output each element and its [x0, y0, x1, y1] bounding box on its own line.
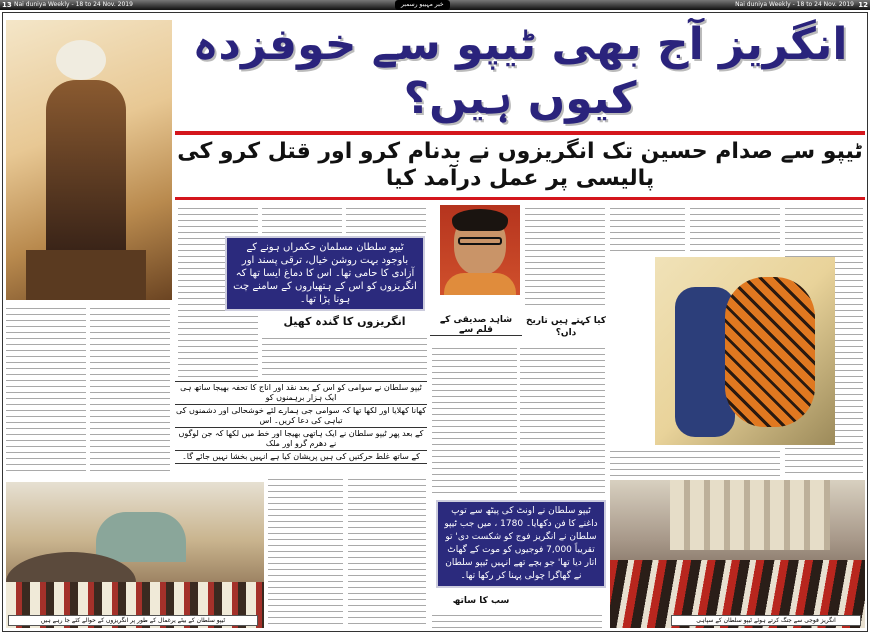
text-column	[610, 448, 780, 476]
battle-painting	[610, 480, 865, 628]
pull-quote: ٹیپو سلطان نے اونٹ کی پیٹھ سے توپ داغنے کا فن دکھایا۔ 1780 ، میں جب ٹیپو سلطان نے انگریز فوج کو شکست دی' تو تقریباً 7,000 فوجیوں کو موت کے گھاٹ اتار دیا تھا' جو بچے تھے انہیں ٹیپو سلطان نے گھاگرا چولی پہنا کر رکھا تھا۔	[436, 500, 606, 588]
pull-quote: ٹیپو سلطان مسلمان حکمراں ہونے کے باوجود بہت روشن خیال، ترقی پسند اور آزادی کا حامی تھا۔ اس کا دماغ ایسا تھا کہ انگریزوں کو اس کے ہتھیاروں کے سامنے چت ہونا پڑا تھا۔	[225, 236, 425, 311]
quote-line: کے ساتھ غلط حرکتیں کی ہیں پریشان کیا ہے انہیں بخشا نہیں جائے گا۔	[182, 452, 420, 461]
text-column	[6, 305, 86, 475]
text-column	[262, 335, 427, 377]
section-heading: کیا کہتے ہیں تاریخ داں؟	[526, 316, 606, 338]
right-masthead: Nai duniya Weekly - 18 to 24 Nov. 2019	[735, 1, 854, 8]
subheadline-rule	[175, 197, 865, 200]
right-page-number: 12	[858, 1, 868, 9]
tipu-sultan-painting	[6, 20, 172, 300]
headline-rule	[175, 131, 865, 135]
text-column	[346, 205, 426, 233]
text-column	[432, 345, 517, 495]
section-heading: انگریزوں کا گندہ کھیل	[262, 315, 427, 328]
center-label: خبر مہیبو رسمبر	[395, 0, 450, 10]
left-page-number: 13	[2, 1, 12, 9]
top-bar	[0, 0, 870, 10]
photo-caption: انگریز فوجی سے جنگ کرتے ہوئے ٹیپو سلطان کے سپاہی	[671, 615, 861, 626]
headline: انگریز آج بھی ٹیپو سے خوفزدہ کیوں ہیں؟	[192, 19, 848, 124]
text-column	[90, 305, 170, 475]
hostage-sons-painting	[6, 482, 264, 628]
photo-caption: ٹیپو سلطان کے بیٹے یرغمال کے طور پر انگریزوں کے حوالے کئے جا رہے ہیں	[8, 615, 258, 626]
text-column	[520, 345, 605, 495]
quote-line: ٹیپو سلطان نے سوامی کو اس کے بعد نقد اور اناج کا تحفہ بھیجا ساتھ ہی ایک ہزار برہمنوں کو	[175, 382, 427, 405]
tipu-tiger-painting	[655, 257, 835, 445]
text-column	[432, 612, 602, 628]
quote-line: کھانا کھلایا اور لکھا تھا کہ سوامی جی ہمارے لئے خوشحالی اور دشمنوں کی تباہی کی دعا کریں۔ اس	[175, 405, 427, 428]
text-column	[610, 205, 685, 255]
text-column	[262, 205, 342, 233]
section-heading: سب کا ساتھ	[436, 596, 526, 606]
author-photo	[440, 205, 520, 295]
text-column	[348, 476, 426, 626]
subheadline: ٹیپو سے صدام حسین تک انگریزوں نے بدنام کرو اور قتل کرو کی پالیسی پر عمل درآمد کیا	[177, 139, 863, 191]
text-column	[690, 205, 780, 255]
quote-line: کے بعد پھر ٹیپو سلطان نے ایک ہاتھی بھیجا اور خط میں لکھا کہ جن لوگوں نے دھرم گرو اور ملک	[175, 428, 427, 451]
boxed-quote	[175, 381, 427, 464]
text-column	[268, 476, 343, 626]
left-masthead: Nai duniya Weekly - 18 to 24 Nov. 2019	[14, 1, 133, 8]
byline: شاہد صدیقی کے قلم سے	[430, 315, 522, 336]
text-column	[525, 205, 605, 310]
